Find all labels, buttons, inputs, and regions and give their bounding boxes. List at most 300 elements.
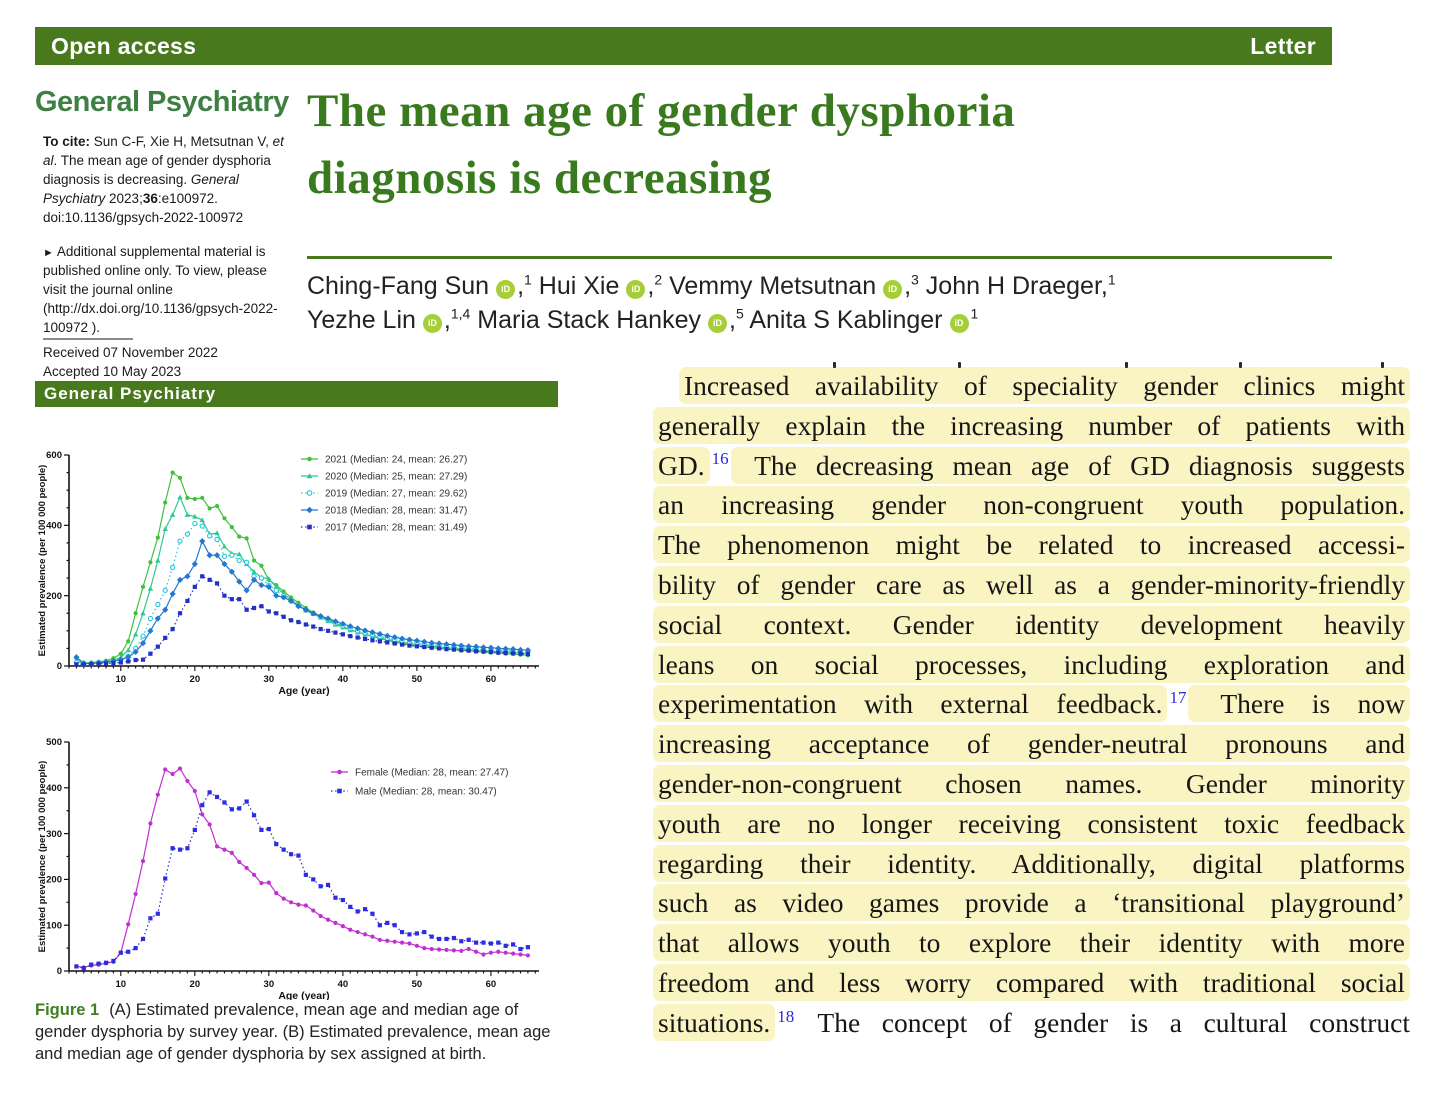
- data-point: [481, 941, 485, 945]
- body-text-span: increasing acceptance of gender-neutral pronouns and: [653, 725, 1410, 762]
- data-point: [437, 646, 441, 650]
- prevalence-by-year-chart: [35, 415, 570, 700]
- data-point: [156, 536, 160, 540]
- data-point: [274, 588, 278, 592]
- data-point: [230, 525, 234, 529]
- data-point: [222, 848, 226, 852]
- body-text-span: bility of gender care as well as a gender-minority-friendly: [653, 566, 1410, 603]
- data-point: [134, 611, 138, 615]
- data-point: [119, 951, 123, 955]
- data-point: [163, 526, 168, 531]
- x-axis-label: Age (year): [278, 990, 330, 1000]
- body-text-line: [653, 1007, 1410, 1047]
- data-point: [147, 628, 153, 634]
- data-point: [133, 632, 138, 637]
- data-point: [422, 930, 426, 934]
- data-point: [230, 597, 234, 601]
- data-point: [378, 938, 382, 942]
- data-point: [348, 905, 352, 909]
- y-axis-label: Estimated prevalence (per 100 000 people): [37, 760, 48, 953]
- data-point: [163, 500, 167, 504]
- data-point: [193, 521, 197, 525]
- data-point: [119, 660, 123, 664]
- data-point: [252, 873, 256, 877]
- data-point: [222, 516, 226, 520]
- orcid-icon[interactable]: iD: [950, 314, 969, 333]
- data-point: [393, 923, 397, 927]
- data-point: [319, 627, 323, 631]
- data-point: [474, 941, 478, 945]
- data-point: [356, 909, 360, 913]
- data-point: [177, 495, 182, 500]
- data-point: [363, 637, 367, 641]
- data-point: [170, 512, 175, 517]
- data-point: [267, 609, 271, 613]
- data-point: [437, 937, 441, 941]
- data-point: [178, 539, 182, 543]
- data-point: [267, 827, 271, 831]
- data-point: [222, 594, 226, 598]
- data-point: [156, 602, 160, 606]
- data-point: [141, 585, 145, 589]
- data-point: [400, 642, 404, 646]
- y-tick-label: 500: [46, 737, 62, 749]
- data-point: [208, 506, 212, 510]
- panel-label-b: B: [57, 703, 76, 733]
- orcid-icon[interactable]: iD: [626, 280, 645, 299]
- top-banner: [35, 27, 1332, 65]
- data-point: [82, 966, 86, 970]
- data-point: [311, 908, 315, 912]
- data-point: [126, 950, 130, 954]
- y-tick-label: 0: [56, 966, 62, 978]
- data-point: [489, 951, 493, 955]
- x-tick-label: 20: [189, 979, 201, 990]
- body-text-span: situations.: [653, 1004, 775, 1041]
- body-text-line: [653, 649, 1410, 689]
- author-name: Hui Xie: [538, 272, 620, 300]
- data-point: [185, 532, 189, 536]
- data-point: [185, 512, 190, 517]
- data-point: [126, 659, 130, 663]
- history-dates: [43, 344, 218, 382]
- data-point: [518, 652, 522, 656]
- data-point: [222, 800, 226, 804]
- data-point: [356, 930, 360, 934]
- data-point: [208, 534, 212, 538]
- data-point: [141, 937, 145, 941]
- author-affiliation-sup: 1: [970, 305, 979, 322]
- data-point: [74, 662, 78, 666]
- data-point: [467, 648, 471, 652]
- data-point: [207, 552, 213, 558]
- legend-label: 2020 (Median: 25, mean: 27.29): [325, 471, 468, 483]
- data-point: [496, 941, 500, 945]
- body-text-span: an increasing gender non-congruent youth population.: [653, 486, 1410, 523]
- orcid-icon[interactable]: iD: [496, 280, 515, 299]
- data-point: [104, 961, 108, 965]
- y-tick-label: 200: [46, 590, 62, 602]
- data-point: [489, 650, 493, 654]
- data-point: [208, 578, 212, 582]
- data-point: [452, 936, 456, 940]
- data-point: [422, 946, 426, 950]
- author-name: Ching-Fang Sun: [307, 272, 490, 300]
- legend-label: 2017 (Median: 28, mean: 31.49): [325, 522, 468, 534]
- data-point: [237, 806, 241, 810]
- citation-text: Sun C-F, Xie H, Metsutnan V,: [90, 134, 273, 149]
- citation-block: [43, 133, 286, 227]
- data-point: [326, 629, 330, 633]
- x-tick-label: 50: [411, 674, 423, 685]
- data-point: [141, 859, 145, 863]
- data-point: [444, 647, 448, 651]
- data-point: [97, 962, 101, 966]
- y-tick-label: 400: [46, 520, 62, 532]
- body-text-line: [653, 768, 1410, 808]
- y-tick-label: 100: [46, 920, 62, 932]
- data-point: [192, 561, 198, 567]
- data-point: [155, 558, 160, 563]
- author-name: John H Draeger: [925, 272, 1101, 300]
- author-separator: ,: [443, 306, 451, 335]
- body-text-line: [653, 569, 1410, 609]
- data-point: [400, 941, 404, 945]
- body-text-line: [653, 728, 1410, 768]
- data-point: [296, 902, 300, 906]
- reference-link[interactable]: 18: [777, 1006, 795, 1026]
- data-point: [333, 921, 337, 925]
- data-point: [481, 952, 485, 956]
- body-text-span: youth are no longer receiving consistent toxic feedback: [653, 805, 1410, 842]
- reference-link[interactable]: 17: [1169, 688, 1187, 708]
- triangle-bullet-icon: ►: [43, 247, 54, 259]
- data-point: [111, 661, 115, 665]
- data-point: [200, 496, 204, 500]
- data-point: [378, 923, 382, 927]
- data-point: [215, 844, 219, 848]
- data-point: [163, 636, 167, 640]
- body-text-span: social context. Gender identity development heavily: [653, 606, 1410, 643]
- x-tick-label: 10: [115, 979, 127, 990]
- data-point: [178, 848, 182, 852]
- data-point: [504, 951, 508, 955]
- data-point: [148, 560, 152, 564]
- data-point: [304, 873, 308, 877]
- data-point: [415, 944, 419, 948]
- data-point: [407, 932, 411, 936]
- reference-link[interactable]: 16: [711, 449, 729, 469]
- data-point: [267, 881, 271, 885]
- author-affiliation-sup: 2: [654, 271, 663, 288]
- body-text-line: [653, 688, 1410, 728]
- data-point: [200, 524, 204, 528]
- data-point: [245, 608, 249, 612]
- article-title: [307, 78, 1337, 211]
- data-point: [333, 896, 337, 900]
- citation-volume: 36: [142, 190, 158, 206]
- data-point: [193, 585, 197, 589]
- data-point: [245, 799, 249, 803]
- data-point: [304, 622, 308, 626]
- data-point: [311, 625, 315, 629]
- data-point: [326, 883, 330, 887]
- body-text-line: [653, 489, 1410, 529]
- data-point: [385, 921, 389, 925]
- data-point: [245, 866, 249, 870]
- data-point: [163, 876, 167, 880]
- x-tick-label: 20: [189, 674, 201, 685]
- orcid-icon[interactable]: iD: [423, 314, 442, 333]
- data-point: [148, 821, 152, 825]
- data-point: [230, 807, 234, 811]
- data-point: [289, 618, 293, 622]
- data-point: [518, 947, 522, 951]
- data-point: [171, 565, 175, 569]
- body-text-span: The concept of gender is a cultural construct: [796, 1006, 1410, 1038]
- body-text-span: The decreasing mean age of GD diagnosis suggests: [731, 447, 1410, 484]
- data-point: [178, 476, 182, 480]
- data-point: [222, 544, 227, 549]
- citation-text: . The mean age of gender dysphoria diagnosis is decreasing.: [43, 152, 271, 187]
- data-point: [282, 848, 286, 852]
- figure-label: Figure 1: [35, 1001, 100, 1019]
- data-point: [140, 611, 145, 616]
- data-point: [474, 649, 478, 653]
- data-point: [274, 842, 278, 846]
- journal-logo: General Psychiatry: [35, 86, 289, 118]
- data-point: [341, 924, 345, 928]
- data-point: [259, 604, 263, 608]
- legend-label: Male (Median: 28, mean: 30.47): [355, 786, 497, 798]
- body-text-line: [653, 808, 1410, 848]
- data-point: [185, 779, 189, 783]
- x-tick-label: 10: [115, 674, 127, 685]
- data-point: [199, 538, 205, 544]
- x-tick-label: 60: [485, 674, 497, 685]
- data-point: [459, 949, 463, 953]
- data-point: [222, 554, 226, 558]
- data-point: [526, 652, 530, 656]
- data-point: [215, 537, 219, 541]
- to-cite-label: To cite:: [43, 134, 90, 149]
- data-point: [171, 846, 175, 850]
- sidebar-divider: [43, 338, 133, 340]
- title-rule: [307, 256, 1332, 259]
- x-axis-label: Age (year): [278, 685, 330, 697]
- author-affiliation-sup: 1: [1107, 271, 1116, 288]
- data-point: [407, 941, 411, 945]
- orcid-icon[interactable]: iD: [883, 280, 902, 299]
- data-point: [252, 813, 256, 817]
- y-tick-label: 0: [56, 661, 62, 673]
- figure-caption: [35, 1000, 557, 1066]
- data-point: [370, 912, 374, 916]
- data-point: [306, 507, 313, 514]
- data-point: [245, 536, 249, 540]
- data-point: [141, 658, 145, 662]
- data-point: [156, 645, 160, 649]
- y-tick-label: 200: [46, 874, 62, 886]
- legend-label: 2019 (Median: 27, mean: 29.62): [325, 488, 468, 500]
- data-point: [185, 496, 189, 500]
- data-point: [148, 616, 152, 620]
- data-point: [282, 897, 286, 901]
- data-point: [296, 853, 300, 857]
- figure-caption-text: (A) Estimated prevalence, mean age and median age of gender dysphoria by survey year. (B) Estimated prevalence, mean age and median age of gender dysphoria by sex assigned at birth.: [35, 1001, 551, 1063]
- data-point: [245, 560, 249, 564]
- body-text-line: [653, 370, 1410, 410]
- data-point: [452, 948, 456, 952]
- author-separator: ,: [1100, 272, 1108, 300]
- x-tick-label: 60: [485, 979, 497, 990]
- data-point: [82, 662, 86, 666]
- data-point: [348, 928, 352, 932]
- data-point: [504, 944, 508, 948]
- data-point: [333, 630, 337, 634]
- body-text-line: [653, 450, 1410, 490]
- data-point: [177, 577, 183, 583]
- author-separator: ,: [728, 306, 736, 335]
- x-tick-label: 40: [337, 674, 349, 685]
- open-access-label: Open access: [51, 32, 197, 59]
- journal-band-label: General Psychiatry: [44, 384, 217, 403]
- body-text-span: regarding their identity. Additionally, digital platforms: [653, 845, 1410, 882]
- data-point: [467, 947, 471, 951]
- body-text-span: that allows youth to explore their identity with more: [653, 924, 1410, 961]
- journal-band: [35, 381, 558, 407]
- data-point: [97, 662, 101, 666]
- data-point: [237, 860, 241, 864]
- data-point: [89, 662, 93, 666]
- x-tick-label: 30: [263, 674, 275, 685]
- data-point: [178, 766, 182, 770]
- data-point: [341, 898, 345, 902]
- data-point: [289, 852, 293, 856]
- body-text-span: The phenomenon might be related to increased accessi-: [653, 526, 1410, 563]
- body-text-line: [653, 887, 1410, 927]
- data-point: [148, 652, 152, 656]
- data-point: [407, 644, 411, 648]
- data-point: [496, 651, 500, 655]
- y-tick-label: 400: [46, 783, 62, 794]
- data-point: [304, 903, 308, 907]
- data-point: [193, 789, 197, 793]
- data-point: [148, 586, 153, 591]
- body-text-span: experimentation with external feedback.: [653, 685, 1167, 722]
- body-text-line: [653, 848, 1410, 888]
- data-point: [289, 900, 293, 904]
- title-line-1: The mean age of gender dysphoria: [307, 85, 1016, 137]
- data-point: [348, 634, 352, 638]
- author-affiliation-sup: 1,4: [450, 305, 471, 322]
- supplemental-note: [43, 243, 291, 337]
- data-point: [430, 646, 434, 650]
- data-point: [215, 504, 219, 508]
- data-point: [459, 939, 463, 943]
- data-point: [259, 828, 263, 832]
- data-point: [259, 881, 263, 885]
- supplemental-text[interactable]: Additional supplemental material is published online only. To view, please visit the journal online (http://dx.doi.org/10.1136/gpsych-2022-100972 ).: [43, 244, 278, 335]
- data-point: [230, 553, 234, 557]
- body-text-span: Increased availability of speciality gender clinics might: [679, 367, 1410, 404]
- data-point: [518, 952, 522, 956]
- data-point: [422, 645, 426, 649]
- data-point: [319, 914, 323, 918]
- data-point: [259, 576, 263, 580]
- data-point: [178, 611, 182, 615]
- y-axis-label: Estimated prevalence (per 100 000 people): [37, 464, 48, 657]
- data-point: [307, 525, 312, 530]
- data-point: [511, 651, 515, 655]
- data-point: [141, 634, 145, 638]
- data-point: [511, 951, 515, 955]
- y-tick-label: 600: [46, 450, 62, 462]
- data-point: [215, 581, 219, 585]
- data-point: [430, 935, 434, 939]
- data-point: [111, 959, 115, 963]
- data-point: [385, 939, 389, 943]
- data-point: [237, 597, 241, 601]
- author-name: Maria Stack Hankey: [477, 306, 701, 335]
- data-point: [156, 912, 160, 916]
- data-point: [370, 935, 374, 939]
- data-point: [319, 884, 323, 888]
- data-point: [237, 558, 241, 562]
- legend-label: 2021 (Median: 24, mean: 26.27): [325, 454, 468, 466]
- data-point: [481, 649, 485, 653]
- data-point: [337, 789, 342, 794]
- data-point: [526, 953, 530, 957]
- data-point: [200, 574, 204, 578]
- data-point: [311, 877, 315, 881]
- data-point: [148, 916, 152, 920]
- data-point: [104, 661, 108, 665]
- body-text-span: generally explain the increasing number of patients with: [653, 407, 1410, 444]
- data-point: [356, 635, 360, 639]
- orcid-icon[interactable]: iD: [708, 314, 727, 333]
- body-text-line: [653, 967, 1410, 1007]
- data-point: [134, 946, 138, 950]
- data-point: [193, 497, 197, 501]
- body-text-span: freedom and less worry compared with traditional social: [653, 964, 1410, 1001]
- body-text-column: [653, 356, 1410, 1047]
- legend-label: Female (Median: 28, mean: 27.47): [355, 767, 509, 779]
- data-point: [496, 950, 500, 954]
- author-affiliation-sup: 5: [735, 305, 744, 322]
- data-point: [230, 851, 234, 855]
- data-point: [370, 638, 374, 642]
- author-list: [307, 269, 1347, 338]
- body-text-line: [653, 609, 1410, 649]
- data-point: [185, 599, 189, 603]
- data-point: [193, 828, 197, 832]
- body-text-span: GD.: [653, 447, 710, 484]
- x-tick-label: 40: [337, 979, 349, 990]
- x-tick-label: 30: [263, 979, 275, 990]
- data-point: [363, 907, 367, 911]
- author-separator: ,: [904, 272, 912, 300]
- data-point: [326, 918, 330, 922]
- body-text-line: [653, 529, 1410, 569]
- data-point: [337, 770, 342, 775]
- data-point: [296, 620, 300, 624]
- data-point: [474, 950, 478, 954]
- author-name: Vemmy Metsutnan: [669, 272, 877, 300]
- body-text-line: [653, 410, 1410, 450]
- author-affiliation-sup: 3: [911, 271, 919, 288]
- y-tick-label: 300: [46, 828, 62, 840]
